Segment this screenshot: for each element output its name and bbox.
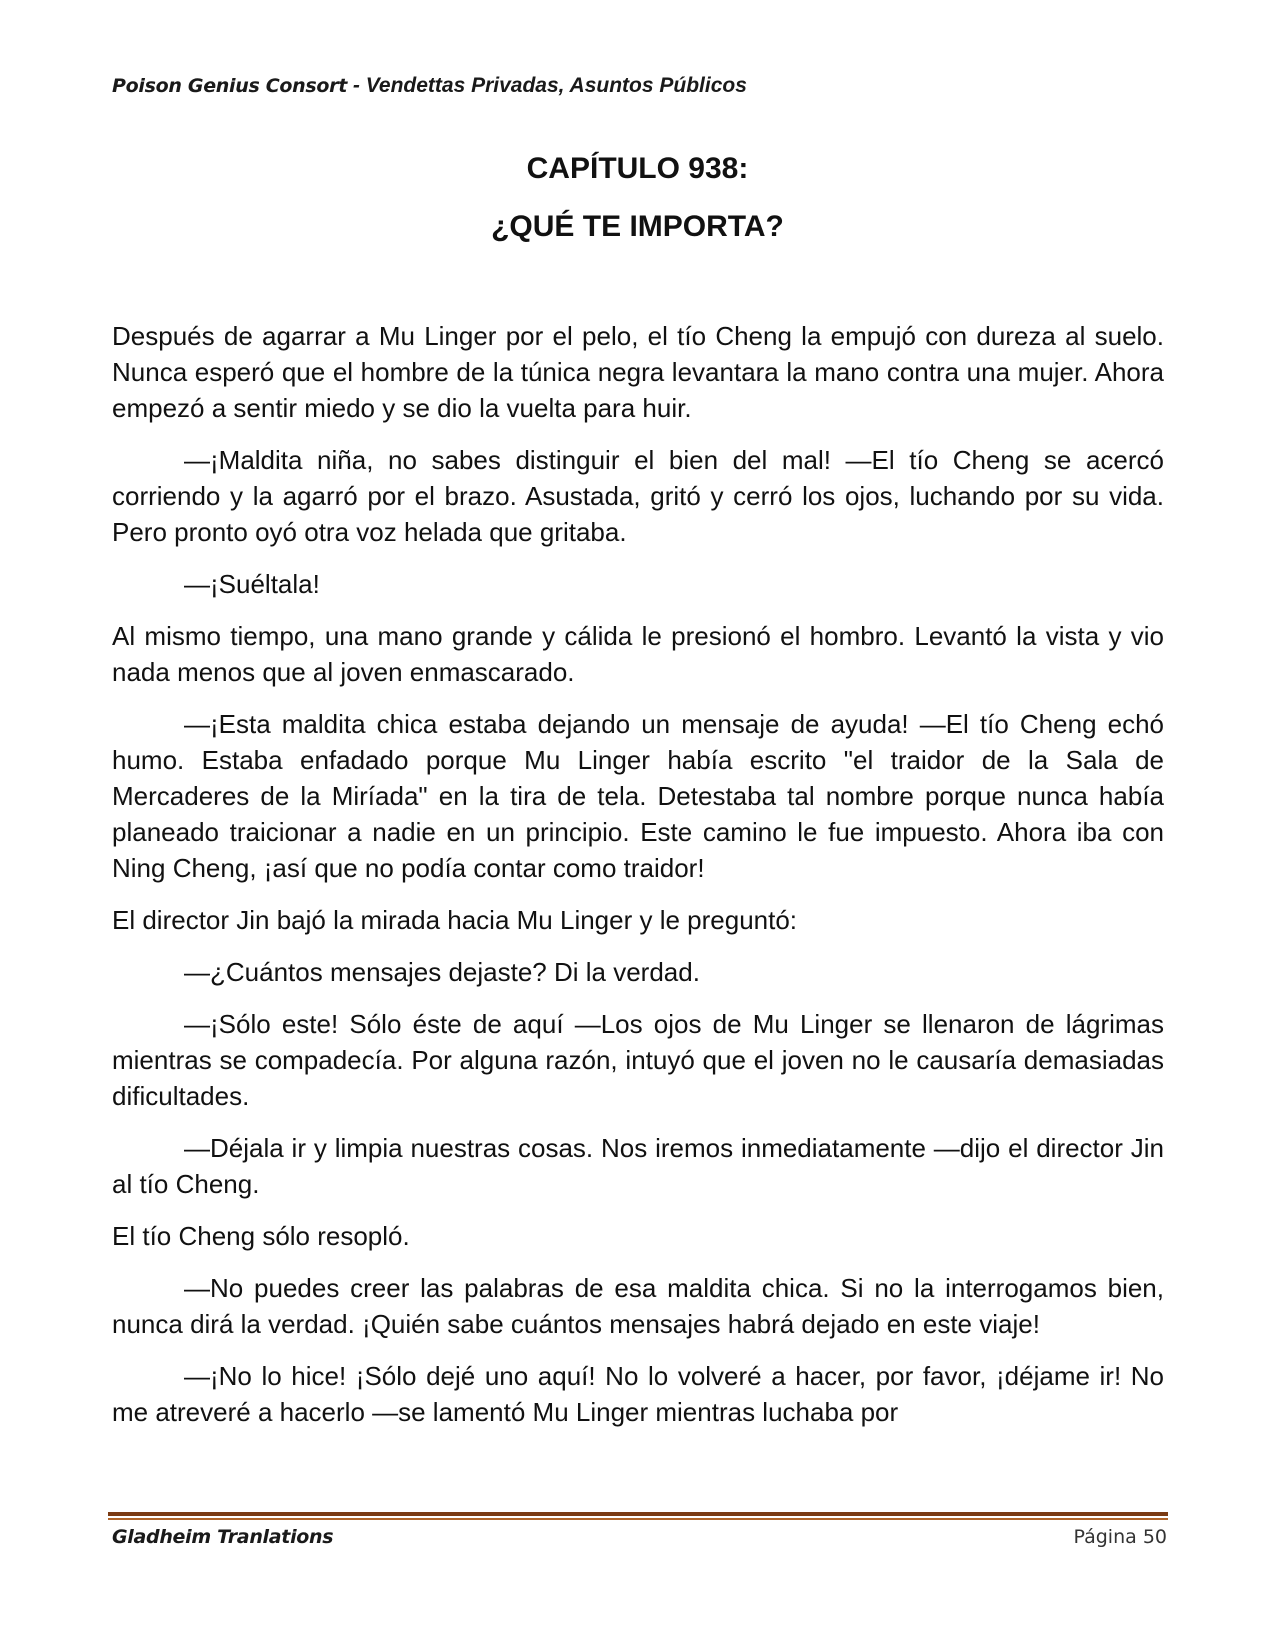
footer-divider — [108, 1512, 1168, 1520]
paragraph: —¡Esta maldita chica estaba dejando un mensaje de ayuda! —El tío Cheng echó humo. Estaba enfadado porque Mu Linger había escrito "el traidor de la Sala de Mercaderes de la Miríada" en la tira de tela. Detestaba tal nombre porque nunca había planeado traicionar a nadie en un principio. Este camino le fue impuesto. Ahora iba con Ning Cheng, ¡así que no podía contar como traidor! — [112, 709, 1164, 883]
paragraph: —Déjala ir y limpia nuestras cosas. Nos iremos inmediatamente —dijo el director Jin al tío Cheng. — [112, 1133, 1164, 1199]
chapter-title: ¿QUÉ TE IMPORTA? — [491, 210, 784, 243]
paragraph: —¡No lo hice! ¡Sólo dejé uno aquí! No lo volveré a hacer, por favor, ¡déjame ir! No me atreveré a hacerlo —se lamentó Mu Linger mientras luchaba por — [112, 1361, 1164, 1427]
translator-credit: Gladheim Tranlations — [112, 1526, 334, 1548]
page-number-value: 50 — [1142, 1526, 1167, 1548]
series-title: Poison Genius Consort — [112, 75, 348, 97]
arc-title: Vendettas Privadas, Asuntos Públicos — [365, 74, 747, 97]
paragraph: —¡Suéltala! — [184, 569, 320, 599]
paragraph: —¡Maldita niña, no sabes distinguir el bien del mal! —El tío Cheng se acercó corriendo y la agarró por el brazo. Asustada, gritó y cerró los ojos, luchando por su vida. Pero pronto oyó otra voz helada que gritaba. — [112, 445, 1164, 547]
page-label: Página — [1073, 1526, 1137, 1548]
paragraph: El director Jin bajó la mirada hacia Mu Linger y le preguntó: — [112, 905, 798, 935]
paragraph: El tío Cheng sólo resopló. — [112, 1221, 410, 1251]
paragraph: Al mismo tiempo, una mano grande y cálida le presionó el hombro. Levantó la vista y vio nada menos que al joven enmascarado. — [112, 621, 1164, 687]
paragraph: —¿Cuántos mensajes dejaste? Di la verdad. — [184, 957, 700, 987]
page-number — [1073, 1526, 1167, 1548]
chapter-body — [112, 318, 1164, 1430]
header-separator: - — [347, 74, 366, 97]
running-header — [112, 74, 747, 98]
chapter-number: CAPÍTULO 938: — [526, 152, 749, 185]
paragraph: —¡Sólo este! Sólo éste de aquí —Los ojos de Mu Linger se llenaron de lágrimas mientras se compadecía. Por alguna razón, intuyó que el joven no le causaría demasiadas dificultades. — [112, 1009, 1164, 1111]
paragraph: Después de agarrar a Mu Linger por el pelo, el tío Cheng la empujó con dureza al suelo. Nunca esperó que el hombre de la túnica negra levantara la mano contra una mujer. Ahora empezó a sentir miedo y se dio la vuelta para huir. — [112, 321, 1164, 423]
paragraph: —No puedes creer las palabras de esa maldita chica. Si no la interrogamos bien, nunca dirá la verdad. ¡Quién sabe cuántos mensajes habrá dejado en este viaje! — [112, 1273, 1164, 1339]
